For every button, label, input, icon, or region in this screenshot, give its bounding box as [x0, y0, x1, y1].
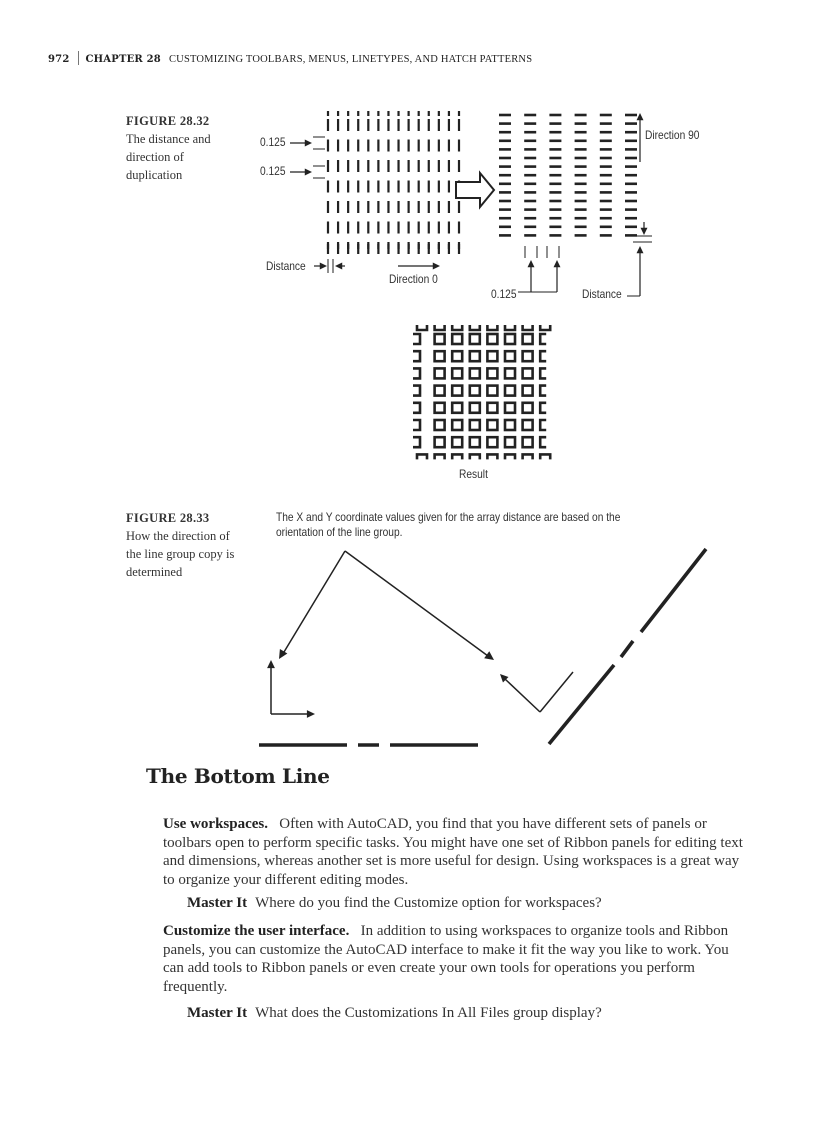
- direction-line-left: [284, 551, 345, 652]
- result-cell: [470, 351, 480, 361]
- result-cell: [452, 351, 462, 361]
- result-cell: [413, 403, 420, 413]
- result-cell: [505, 325, 515, 330]
- figure-28-33-label: FIGURE 28.33: [126, 511, 210, 525]
- result-cell: [523, 420, 533, 430]
- result-cell: [435, 351, 445, 361]
- result-cell: [435, 420, 445, 430]
- result-cell: [470, 334, 480, 344]
- distance-arrow-head: [641, 228, 648, 235]
- result-cell: [452, 454, 462, 459]
- result-cell: [487, 351, 497, 361]
- distance-arrow-head: [335, 263, 342, 270]
- section-heading: The Bottom Line: [146, 764, 330, 788]
- result-cell: [505, 420, 515, 430]
- direction-arrow-head: [484, 651, 494, 660]
- figure-28-33-graphics: [259, 549, 706, 745]
- result-cell: [487, 420, 497, 430]
- result-cell: [470, 420, 480, 430]
- line-group-segment: [641, 549, 706, 632]
- result-cell: [540, 334, 546, 344]
- result-cell: [435, 403, 445, 413]
- result-cell: [452, 325, 462, 330]
- result-cell: [540, 403, 546, 413]
- result-cell: [413, 437, 420, 447]
- result-cell: [452, 420, 462, 430]
- dimension-bottom-label: 0.125: [491, 287, 517, 301]
- result-cell: [487, 368, 497, 378]
- result-cell: [435, 386, 445, 396]
- result-cell: [487, 334, 497, 344]
- result-cell: [523, 437, 533, 447]
- rotated-axis-line: [540, 672, 573, 712]
- distance-arrow-head: [320, 263, 327, 270]
- result-cell: [505, 454, 515, 459]
- result-cell: [470, 403, 480, 413]
- result-cell: [505, 386, 515, 396]
- result-cell: [487, 454, 497, 459]
- item-term: Use workspaces.: [163, 816, 268, 832]
- result-cell: [523, 368, 533, 378]
- figure-28-33-caption-block: [126, 509, 238, 581]
- figure-28-32-graphics: [290, 111, 652, 459]
- result-cell: [540, 454, 550, 459]
- rotated-axis-line: [505, 679, 540, 712]
- line-group-segment: [621, 641, 633, 657]
- result-cell: [523, 351, 533, 361]
- direction-0-label: Direction 0: [389, 272, 438, 286]
- result-cell: [413, 351, 420, 361]
- result-label: Result: [459, 467, 488, 481]
- master-it-label: Master It: [187, 895, 248, 911]
- result-cell: [540, 437, 546, 447]
- result-cell: [523, 334, 533, 344]
- item-text: Often with AutoCAD, you find that you have different sets of panels or toolbars open to perform specific tasks. You might have one set of Ribbon panels for editing text and dimensions, whereas another set is more useful for design. Using workspaces is a great way to organize your different editing modes.: [163, 816, 743, 888]
- direction-90-label: Direction 90: [645, 128, 700, 142]
- result-cell: [470, 368, 480, 378]
- result-cell: [452, 334, 462, 344]
- figure-28-33-note: The X and Y coordinate values given for the array distance are based on the orientation of the line group.: [276, 510, 621, 539]
- direction-0-head: [433, 263, 440, 270]
- item-term: Customize the user interface.: [163, 923, 350, 939]
- direction-line-right: [345, 551, 488, 656]
- result-cell: [470, 386, 480, 396]
- result-cell: [413, 386, 420, 396]
- direction-90-head: [637, 113, 644, 120]
- duplication-arrow: [456, 173, 494, 207]
- figure-28-33-caption: How the direction of the line group copy is determined: [126, 529, 235, 579]
- result-cell: [470, 437, 480, 447]
- line-group-segment: [549, 665, 614, 744]
- result-cell: [505, 351, 515, 361]
- result-cell: [540, 386, 546, 396]
- item-text: In addition to using workspaces to organize tools and Ribbon panels, you can customize the AutoCAD interface to make it fit the way you like to work. You can add tools to Ribbon panels or even create your own tools for operations you perform frequently.: [163, 923, 729, 995]
- result-cell: [435, 325, 445, 330]
- result-cell: [413, 420, 420, 430]
- master-it-1: [187, 894, 747, 913]
- result-cell: [505, 368, 515, 378]
- result-cell: [452, 403, 462, 413]
- chapter-label: CHAPTER 28: [85, 54, 161, 65]
- result-cell: [523, 454, 533, 459]
- result-cell: [413, 334, 420, 344]
- master-it-question: What does the Customizations In All Files group display?: [255, 1005, 602, 1021]
- y-axis-arrow-head: [267, 660, 275, 668]
- figure-28-32-caption: The distance and direction of duplication: [126, 132, 211, 182]
- dimension-arrow-head: [305, 169, 312, 176]
- distance-left-label: Distance: [266, 259, 306, 273]
- dimension-arrow-head: [305, 140, 312, 147]
- result-cell: [435, 437, 445, 447]
- dimension-upper-label: 0.125: [260, 135, 286, 149]
- dimension-arrow-head: [528, 260, 535, 267]
- result-cell: [523, 403, 533, 413]
- result-cell: [523, 325, 533, 330]
- result-cell: [417, 325, 427, 330]
- result-cell: [540, 351, 546, 361]
- item-use-workspaces: [163, 815, 743, 889]
- result-cell: [523, 386, 533, 396]
- distance-arrow-head: [637, 246, 644, 253]
- chapter-title: CUSTOMIZING TOOLBARS, MENUS, LINETYPES, AND HATCH PATTERNS: [168, 54, 533, 65]
- result-cell: [540, 325, 550, 330]
- result-cell: [487, 437, 497, 447]
- result-cell: [505, 334, 515, 344]
- direction-arrow-head: [279, 649, 287, 659]
- result-cell: [435, 454, 445, 459]
- dimension-lower-label: 0.125: [260, 164, 286, 178]
- result-cell: [452, 386, 462, 396]
- result-cell: [505, 437, 515, 447]
- x-axis-arrow-head: [307, 710, 315, 718]
- distance-right-label: Distance: [582, 287, 622, 301]
- item-customize-ui: [163, 922, 743, 996]
- master-it-question: Where do you find the Customize option for workspaces?: [255, 895, 602, 911]
- result-cell: [505, 403, 515, 413]
- result-cell: [470, 454, 480, 459]
- page-number: 972: [48, 54, 70, 65]
- master-it-label: Master It: [187, 1005, 248, 1021]
- result-cell: [452, 368, 462, 378]
- figure-28-32-label: FIGURE 28.32: [126, 114, 210, 128]
- master-it-2: [187, 1004, 747, 1023]
- result-cell: [435, 368, 445, 378]
- result-cell: [417, 454, 427, 459]
- result-cell: [540, 420, 546, 430]
- result-cell: [487, 386, 497, 396]
- dimension-arrow-head: [554, 260, 561, 267]
- result-cell: [435, 334, 445, 344]
- result-cell: [413, 368, 420, 378]
- result-cell: [540, 368, 546, 378]
- result-cell: [452, 437, 462, 447]
- result-cell: [470, 325, 480, 330]
- result-cell: [487, 325, 497, 330]
- result-cell: [487, 403, 497, 413]
